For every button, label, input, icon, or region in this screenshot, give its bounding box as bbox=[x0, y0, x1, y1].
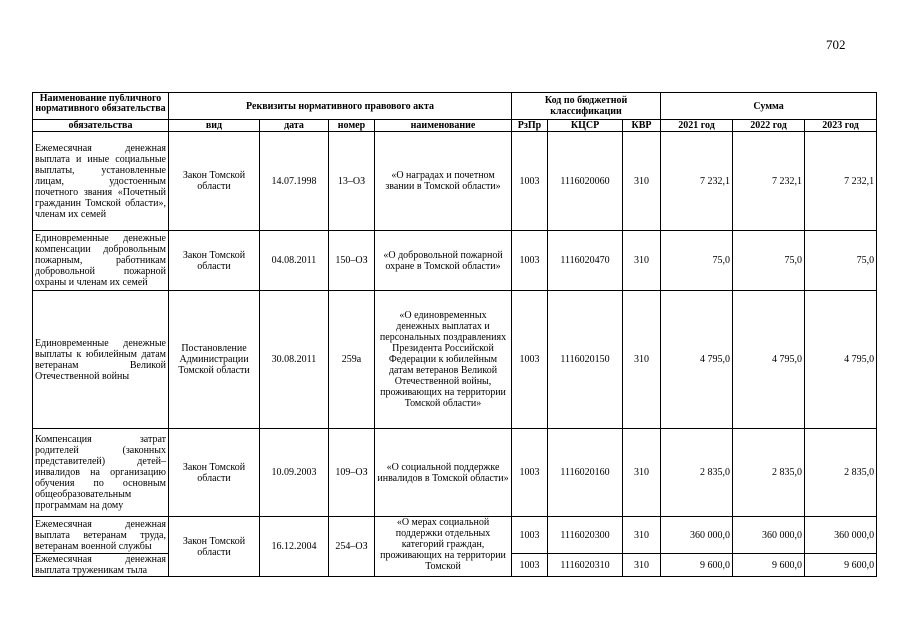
obligation-cell: Единовременные денежные выплаты к юбилейным датам ветеранам Великой Отечественной войны bbox=[33, 291, 169, 429]
kvr-cell: 310 bbox=[623, 291, 661, 429]
kcsr-cell: 1116020300 bbox=[548, 517, 623, 554]
table-row bbox=[33, 517, 877, 554]
sum-2021-cell: 360 000,0 bbox=[661, 517, 733, 554]
sum-2023-cell: 75,0 bbox=[805, 231, 877, 291]
kcsr-cell: 1116020160 bbox=[548, 429, 623, 517]
header-kind: вид bbox=[169, 120, 260, 132]
kvr-cell: 310 bbox=[623, 132, 661, 231]
header-budget-code: Код по бюджетной классификации bbox=[512, 93, 661, 120]
header-name: наименование bbox=[375, 120, 512, 132]
sum-2022-cell: 4 795,0 bbox=[733, 291, 805, 429]
act-kind-cell: Постановление Администрации Томской области bbox=[169, 291, 260, 429]
act-number-cell: 13–ОЗ bbox=[329, 132, 375, 231]
rzpr-cell: 1003 bbox=[512, 429, 548, 517]
act-name-cell: «О социальной поддержке инвалидов в Томской области» bbox=[375, 429, 512, 517]
table-row bbox=[33, 429, 877, 517]
header-act-requisites: Реквизиты нормативного правового акта bbox=[169, 93, 512, 120]
header-row-sub bbox=[33, 120, 877, 132]
sum-2021-cell: 7 232,1 bbox=[661, 132, 733, 231]
act-name-text: «О мерах социальной поддержки отдельных категорий граждан, проживающих на территории Томской bbox=[380, 517, 506, 572]
act-date-cell: 30.08.2011 bbox=[260, 291, 329, 429]
sum-2022-cell: 7 232,1 bbox=[733, 132, 805, 231]
kvr-cell: 310 bbox=[623, 429, 661, 517]
sum-2023-cell: 4 795,0 bbox=[805, 291, 877, 429]
act-kind-cell: Закон Томской области bbox=[169, 517, 260, 577]
header-rzpr: РзПр bbox=[512, 120, 548, 132]
act-number-cell: 109–ОЗ bbox=[329, 429, 375, 517]
sum-2022-cell: 75,0 bbox=[733, 231, 805, 291]
header-obligation-cont: обязательства bbox=[33, 120, 169, 132]
sum-2021-cell: 2 835,0 bbox=[661, 429, 733, 517]
header-2021: 2021 год bbox=[661, 120, 733, 132]
kvr-cell: 310 bbox=[623, 554, 661, 577]
act-number-cell: 254–ОЗ bbox=[329, 517, 375, 577]
act-name-cell: «О добровольной пожарной охране в Томской области» bbox=[375, 231, 512, 291]
obligation-cell: Единовременные денежные компенсации добровольным пожарным, работникам добровольной пожарной охраны и членам их семей bbox=[33, 231, 169, 291]
act-kind-cell: Закон Томской области bbox=[169, 231, 260, 291]
header-kvr: КВР bbox=[623, 120, 661, 132]
obligation-cell: Ежемесячная денежная выплата труженикам тыла bbox=[33, 554, 169, 577]
kcsr-cell: 1116020150 bbox=[548, 291, 623, 429]
sum-2022-cell: 2 835,0 bbox=[733, 429, 805, 517]
sum-2023-cell: 360 000,0 bbox=[805, 517, 877, 554]
header-2023: 2023 год bbox=[805, 120, 877, 132]
sum-2023-cell: 7 232,1 bbox=[805, 132, 877, 231]
sum-2023-cell: 9 600,0 bbox=[805, 554, 877, 577]
kvr-cell: 310 bbox=[623, 517, 661, 554]
rzpr-cell: 1003 bbox=[512, 132, 548, 231]
page-number: 702 bbox=[826, 37, 846, 52]
act-number-cell: 150–ОЗ bbox=[329, 231, 375, 291]
kvr-cell: 310 bbox=[623, 231, 661, 291]
kcsr-cell: 1116020310 bbox=[548, 554, 623, 577]
table-row bbox=[33, 132, 877, 231]
sum-2023-cell: 2 835,0 bbox=[805, 429, 877, 517]
act-date-cell: 14.07.1998 bbox=[260, 132, 329, 231]
rzpr-cell: 1003 bbox=[512, 231, 548, 291]
act-name-cell: «О единовременных денежных выплатах и персональных поздравлениях Президента Российской Федерации к юбилейным датам ветеранов Великой Отечественной войны, проживающих на территории Томской области» bbox=[375, 291, 512, 429]
table-row bbox=[33, 291, 877, 429]
header-kcsr: КЦСР bbox=[548, 120, 623, 132]
act-name-cell: «О наградах и почетном звании в Томской области» bbox=[375, 132, 512, 231]
act-kind-cell: Закон Томской области bbox=[169, 132, 260, 231]
sum-2021-cell: 4 795,0 bbox=[661, 291, 733, 429]
act-date-cell: 04.08.2011 bbox=[260, 231, 329, 291]
sum-2021-cell: 9 600,0 bbox=[661, 554, 733, 577]
header-date: дата bbox=[260, 120, 329, 132]
obligation-cell: Ежемесячная денежная выплата ветеранам труда, ветеранам военной службы bbox=[33, 517, 169, 554]
header-2022: 2022 год bbox=[733, 120, 805, 132]
header-row-top bbox=[33, 93, 877, 120]
act-date-cell: 16.12.2004 bbox=[260, 517, 329, 577]
rzpr-cell: 1003 bbox=[512, 517, 548, 554]
header-obligation: Наименование публичного нормативного обязательства bbox=[33, 93, 169, 120]
rzpr-cell: 1003 bbox=[512, 554, 548, 577]
sum-2022-cell: 360 000,0 bbox=[733, 517, 805, 554]
act-kind-cell: Закон Томской области bbox=[169, 429, 260, 517]
act-name-cell bbox=[375, 517, 512, 577]
sum-2022-cell: 9 600,0 bbox=[733, 554, 805, 577]
kcsr-cell: 1116020470 bbox=[548, 231, 623, 291]
header-sum: Сумма bbox=[661, 93, 877, 120]
act-number-cell: 259а bbox=[329, 291, 375, 429]
act-date-cell: 10.09.2003 bbox=[260, 429, 329, 517]
obligations-table bbox=[32, 92, 877, 577]
header-number: номер bbox=[329, 120, 375, 132]
sum-2021-cell: 75,0 bbox=[661, 231, 733, 291]
rzpr-cell: 1003 bbox=[512, 291, 548, 429]
table-row bbox=[33, 231, 877, 291]
obligation-cell: Компенсация затрат родителей (законных представителей) детей–инвалидов на организацию обучения по основным общеобразовательным программам на дому bbox=[33, 429, 169, 517]
kcsr-cell: 1116020060 bbox=[548, 132, 623, 231]
obligation-cell: Ежемесячная денежная выплата и иные социальные выплаты, установленные лицам, удостоенным почетного звания «Почетный гражданин Томской области», членам их семей bbox=[33, 132, 169, 231]
